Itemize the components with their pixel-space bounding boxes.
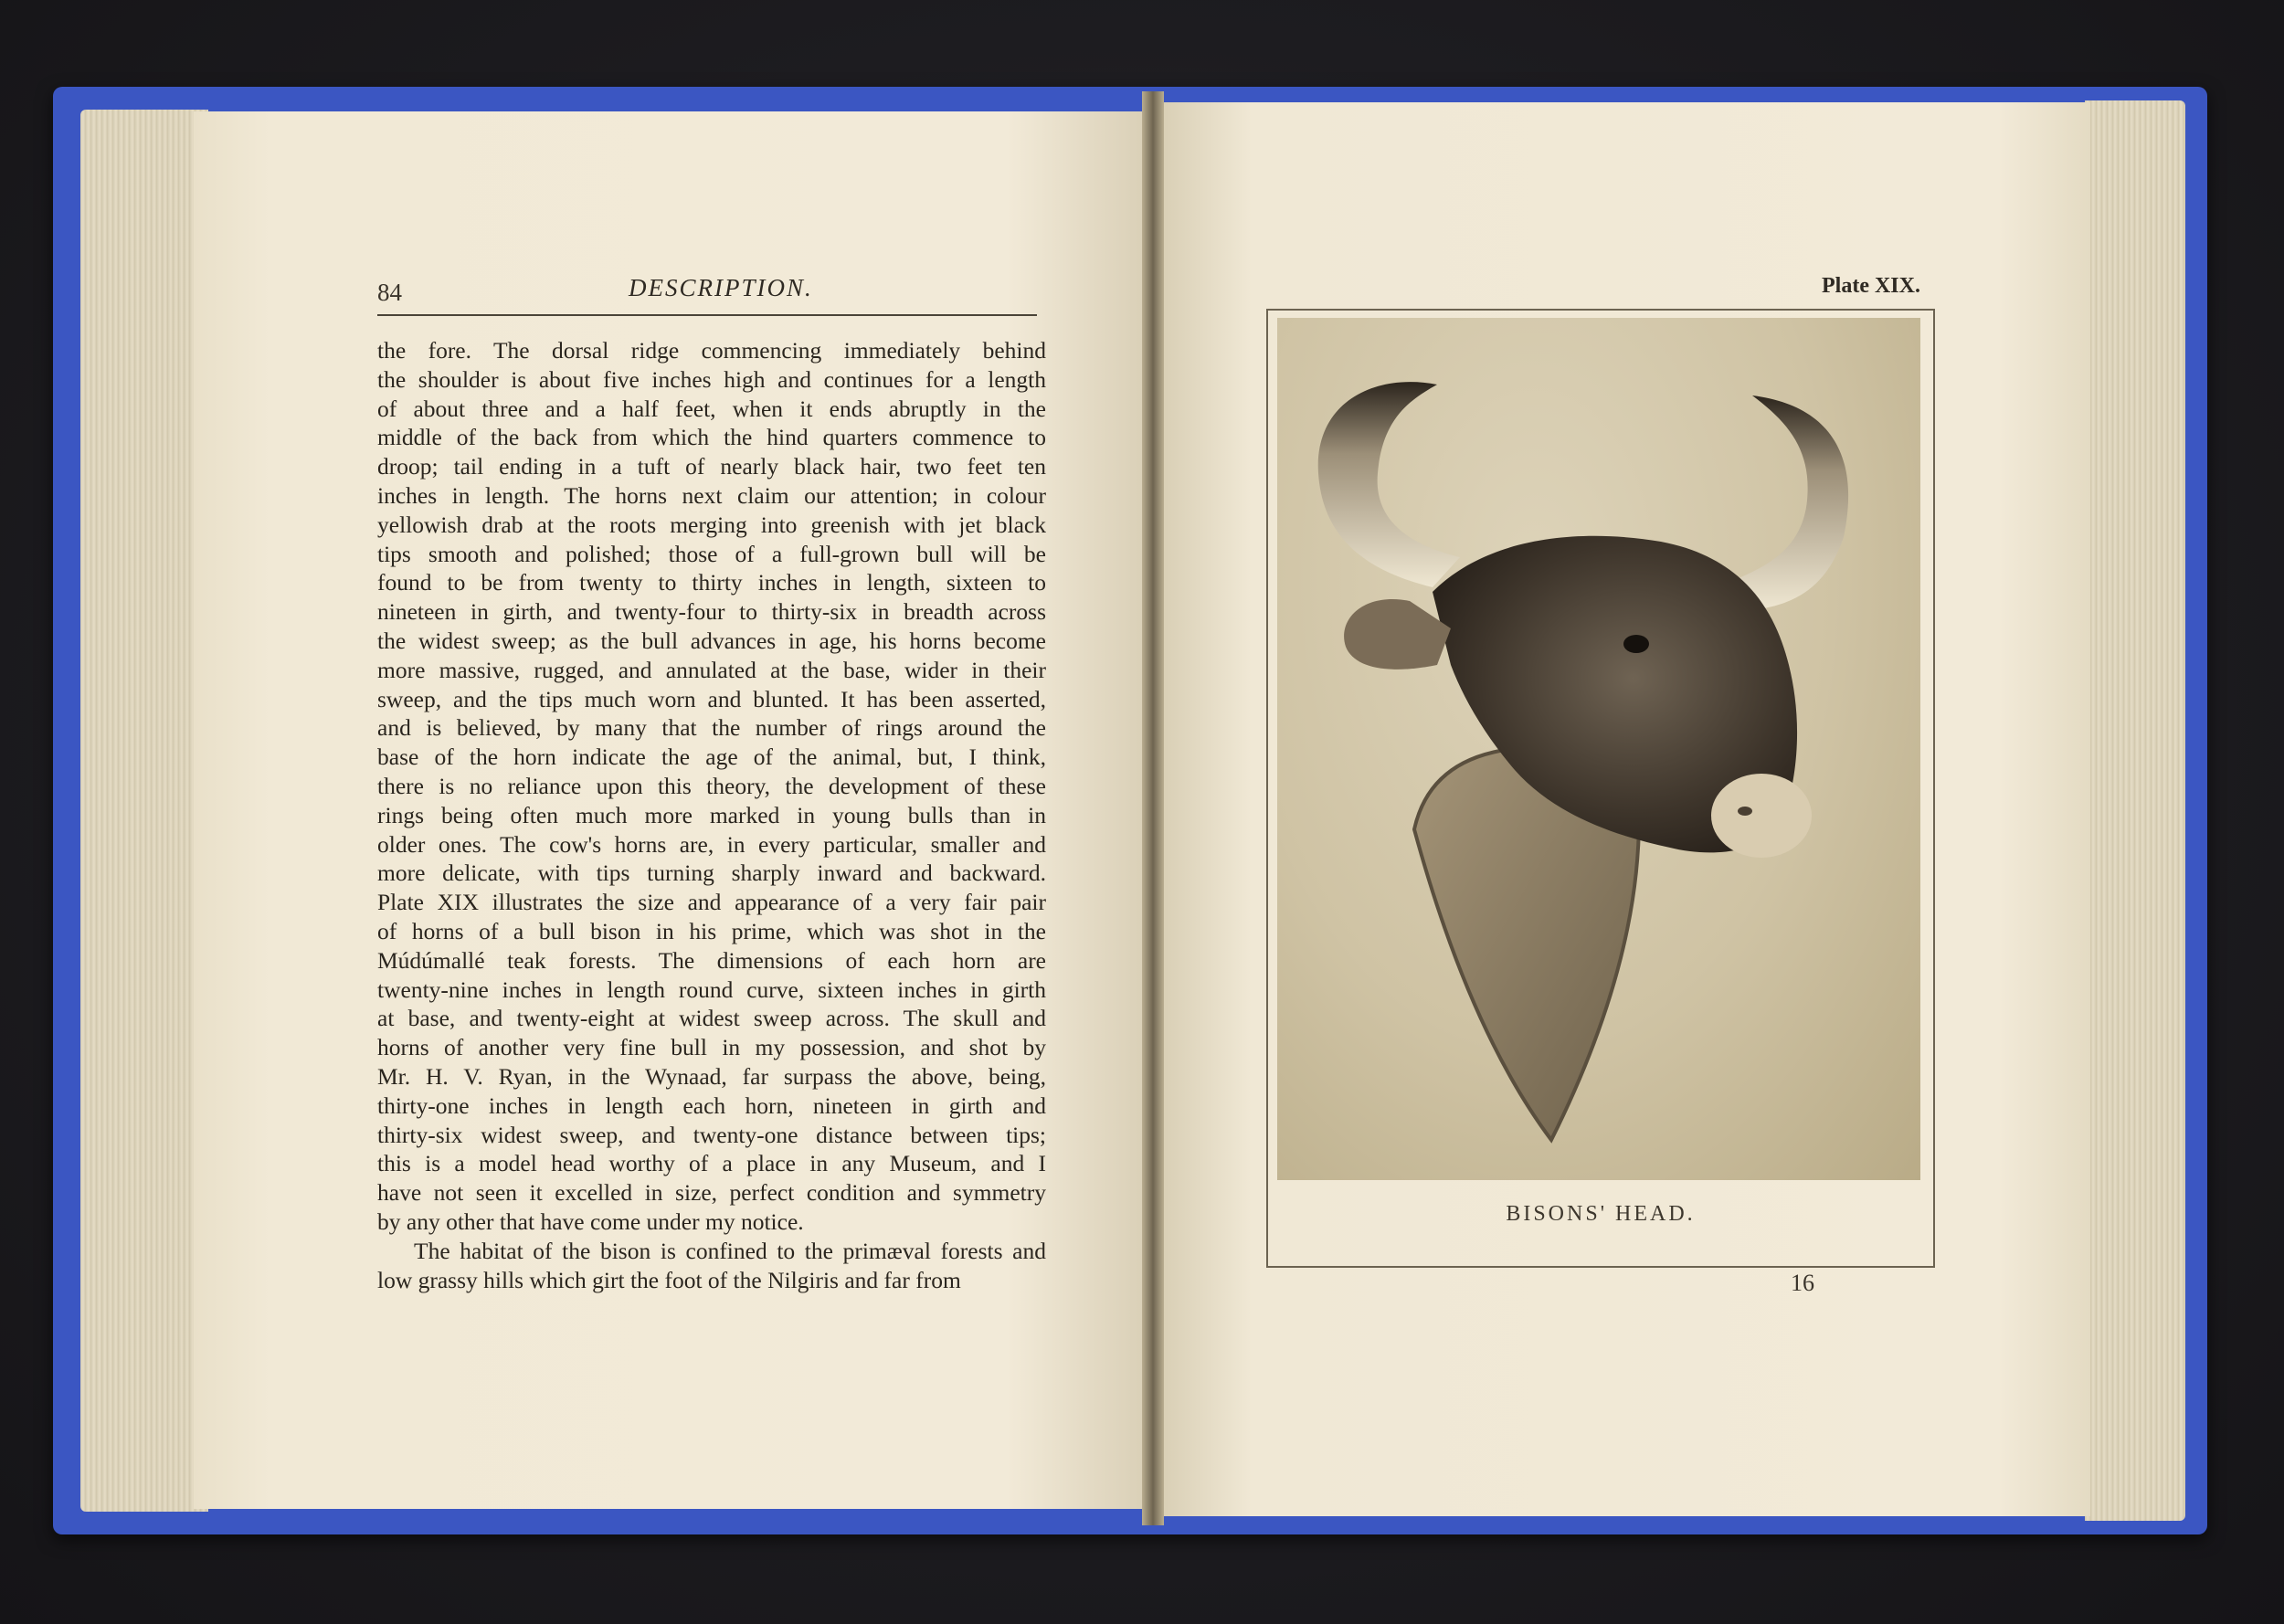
text-line: of horns of a bull bison in his prime, which was shot in the [377,917,1046,944]
text-line: sweep, and the tips much worn and blunted. It has been asserted, [377,685,1046,712]
text-line: more massive, rugged, and annulated at the base, wider in their [377,656,1046,683]
text-line: twenty-nine inches in length round curve, sixteen inches in girth [377,975,1046,1003]
page-stack-left [80,110,208,1512]
right-page-number: 16 [1791,1270,1814,1296]
text-line: yellowish drab at the roots merging into greenish with jet black [377,511,1046,538]
header-rule [377,314,1037,316]
text-line: this is a model head worthy of a place in any Museum, and I [377,1150,1046,1177]
bison-muzzle [1711,774,1812,858]
text-line: droop; tail ending in a tuft of nearly black hair, two feet ten [377,453,1046,480]
text-line: and is believed, by many that the number of rings around the [377,714,1046,742]
left-page-number: 84 [377,279,402,306]
text-line: the fore. The dorsal ridge commencing immediately behind [377,337,1046,364]
right-horn [1739,395,1848,610]
text-line: Plate XIX illustrates the size and appearance of a very fair pair [377,889,1046,916]
bison-ear [1344,599,1451,670]
text-line: by any other that have come under my notice. [377,1207,804,1235]
text-line: Mr. H. V. Ryan, in the Wynaad, far surpass the above, being, [377,1062,1046,1090]
plate-label: Plate XIX. [1822,274,1920,298]
text-line: have not seen it excelled in size, perfect condition and symmetry [377,1179,1046,1207]
page-stack-right [2085,100,2185,1521]
text-line: thirty-one inches in length each horn, nineteen in girth and [377,1091,1046,1119]
text-line: of about three and a half feet, when it ends abruptly in the [377,395,1046,422]
text-line: nineteen in girth, and twenty-four to thirty-six in breadth across [377,598,1046,626]
body-text [377,336,1046,1294]
bison-eye [1623,635,1649,653]
text-line: tips smooth and polished; those of a full-grown bull will be [377,540,1046,567]
text-line: Múdúmallé teak forests. The dimensions of each horn are [377,946,1046,974]
text-line: at base, and twenty-eight at widest sweep across. The skull and [377,1005,1046,1032]
plate-caption: BISONS' HEAD. [1506,1202,1696,1226]
running-head: DESCRIPTION. [629,274,813,301]
text-line: there is no reliance upon this theory, the development of these [377,772,1046,799]
text-line: thirty-six widest sweep, and twenty-one distance between tips; [377,1121,1046,1148]
text-line: low grassy hills which girt the foot of the Nilgiris and far from [377,1266,961,1293]
text-line: older ones. The cow's horns are, in every particular, smaller and [377,830,1046,858]
text-line: inches in length. The horns next claim our attention; in colour [377,481,1046,509]
text-line: the widest sweep; as the bull advances in age, his horns become [377,627,1046,654]
text-line: The habitat of the bison is confined to the primæval forests and [414,1237,1046,1264]
bison-head-photograph [1277,318,1920,1180]
text-line: rings being often much more marked in young bulls than in [377,801,1046,828]
text-line: more delicate, with tips turning sharply inward and backward. [377,859,1046,887]
text-line: horns of another very fine bull in my possession, and shot by [377,1034,1046,1061]
text-line: found to be from twenty to thirty inches in length, sixteen to [377,569,1046,596]
text-line: middle of the back from which the hind quarters commence to [377,424,1046,451]
left-horn [1318,382,1460,587]
text-line: base of the horn indicate the age of the animal, but, I think, [377,743,1046,771]
book-gutter [1142,91,1164,1525]
text-line: the shoulder is about five inches high and continues for a length [377,365,1046,393]
